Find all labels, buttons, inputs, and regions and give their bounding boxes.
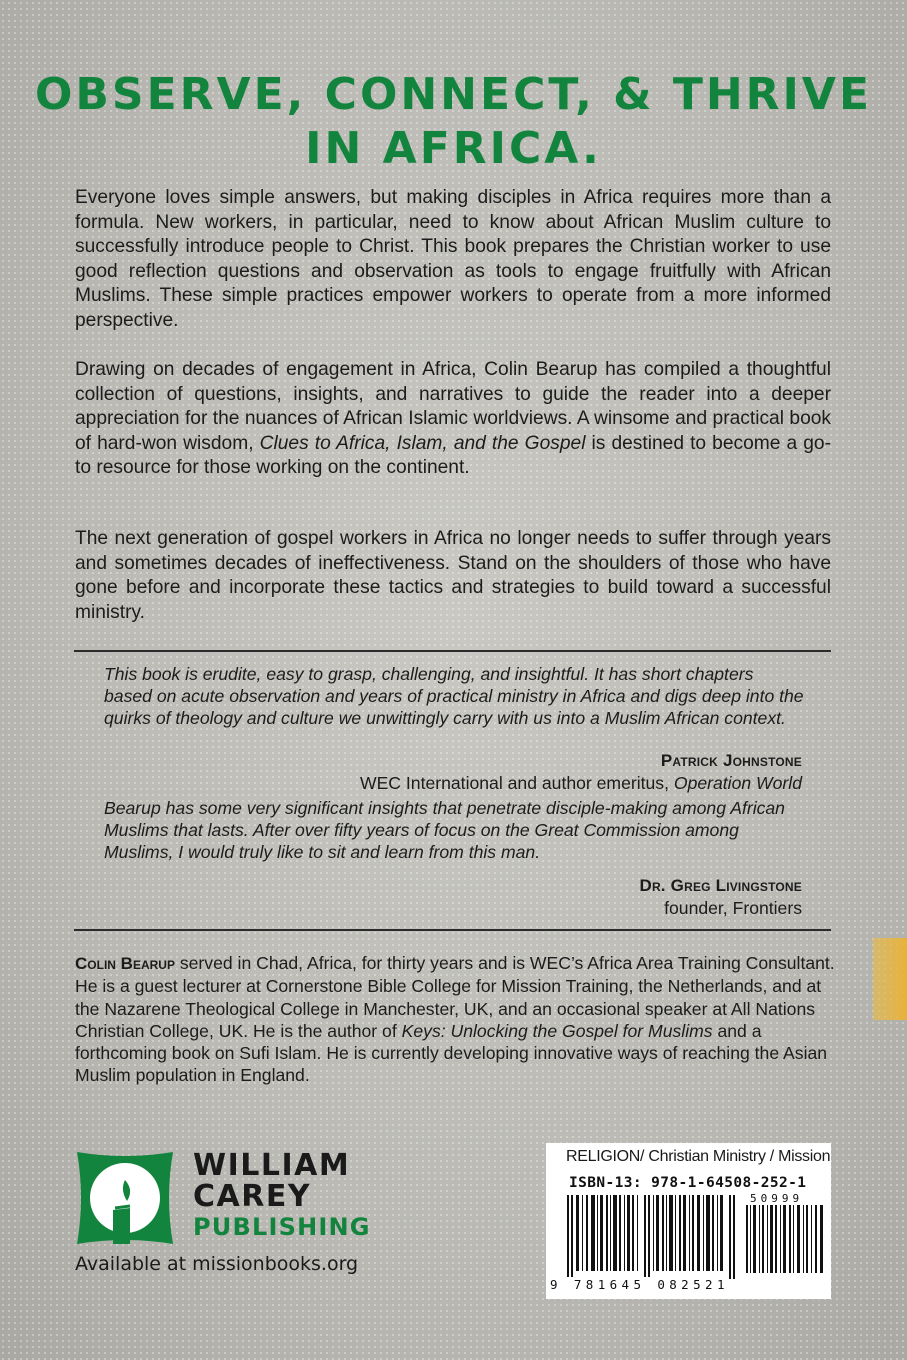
endorsement-attribution-2 bbox=[639, 875, 802, 919]
endorser-name: Dr. Greg Livingstone bbox=[639, 876, 802, 895]
price-barcode-icon bbox=[745, 1205, 825, 1273]
publisher-wordmark: WILLIAM CAREY PUBLISHING bbox=[193, 1148, 371, 1241]
endorser-title: founder, Frontiers bbox=[664, 898, 802, 918]
barcode-digits: 9 781645 082521 bbox=[550, 1277, 729, 1292]
description-paragraph-1: Everyone loves simple answers, but making disciples in Africa requires more than a formula. New workers, in particular, need to know about African Muslim culture to successfully introduce people to Christ. This book prepares the Christian worker to use good reflection questions and observation as tools to engage fruitfully with African Muslims. These simple practices empower workers to operate from a more informed perspective. bbox=[75, 187, 831, 331]
barcode-panel bbox=[546, 1143, 831, 1299]
headline bbox=[0, 68, 907, 176]
endorser-name: Patrick Johnstone bbox=[660, 751, 802, 770]
headline-line-2: IN AFRICA. bbox=[305, 123, 602, 174]
price-code: 50999 bbox=[750, 1192, 804, 1205]
divider bbox=[74, 929, 831, 931]
endorsement-quote-2: Bearup has some very significant insights that penetrate disciple-making among African Muslims that lasts. After over fifty years of focus on the Great Commission among Muslims, I would truly like to sit and learn from this man. bbox=[104, 798, 785, 863]
author-name: Colin Bearup bbox=[75, 954, 175, 973]
bisac-category: RELIGION/ Christian Ministry / Mission bbox=[566, 1148, 831, 1165]
publisher-website: Available at missionbooks.org bbox=[75, 1253, 359, 1275]
description-paragraph-3: The next generation of gospel workers in Africa no longer needs to suffer through years and sometimes decades of ineffectiveness. Stand on the shoulders of those who have gone before and incorporate these tactics and strategies to build toward a successful ministry. bbox=[75, 528, 831, 623]
author-bio: Colin Bearup served in Chad, Africa, for thirty years and is WEC’s Africa Area Training Consultant. He is a guest lecturer at Cornerstone Bible College for Mission Training, the Netherlands, and at the Nazarene Theological College in Manchester, UK, and an occasional speaker at All Nations Christian College, UK. He is the author of Keys: Unlocking the Gospel for Muslims and a forthcoming book on Sufi Islam. He is currently developing innovative ways of reaching the Asian Muslim population in England. bbox=[75, 953, 835, 1086]
headline-line-1: OBSERVE, CONNECT, & THRIVE bbox=[34, 69, 873, 120]
barcode-icon bbox=[558, 1195, 738, 1279]
accent-tab bbox=[873, 938, 907, 1020]
author-book-title: Keys: Unlocking the Gospel for Muslims bbox=[401, 1020, 713, 1041]
divider bbox=[74, 650, 831, 652]
endorser-title: WEC International and author emeritus, Operation World bbox=[359, 773, 802, 793]
description-paragraph-2: Drawing on decades of engagement in Africa, Colin Bearup has compiled a thoughtful collection of questions, insights, and narratives to guide the reader into a deeper appreciation for the nuances of African Islamic worldviews. A winsome and practical book of hard-won wisdom, Clues to Africa, Islam, and the Gospel is destined to become a go-to resource for those working on the continent. bbox=[75, 359, 831, 479]
candle-icon bbox=[75, 1148, 175, 1248]
isbn-label: ISBN-13: 978-1-64508-252-1 bbox=[569, 1175, 807, 1191]
endorsement-attribution-1 bbox=[360, 750, 802, 794]
book-title: Clues to Africa, Islam, and the Gospel bbox=[259, 432, 586, 454]
endorsement-quote-1: This book is erudite, easy to grasp, challenging, and insightful. It has short chapters based on acute observation and years of practical ministry in Africa and digs deep into the quirks of theology and culture we unwittingly carry with us into a Muslim African context. bbox=[104, 664, 804, 729]
